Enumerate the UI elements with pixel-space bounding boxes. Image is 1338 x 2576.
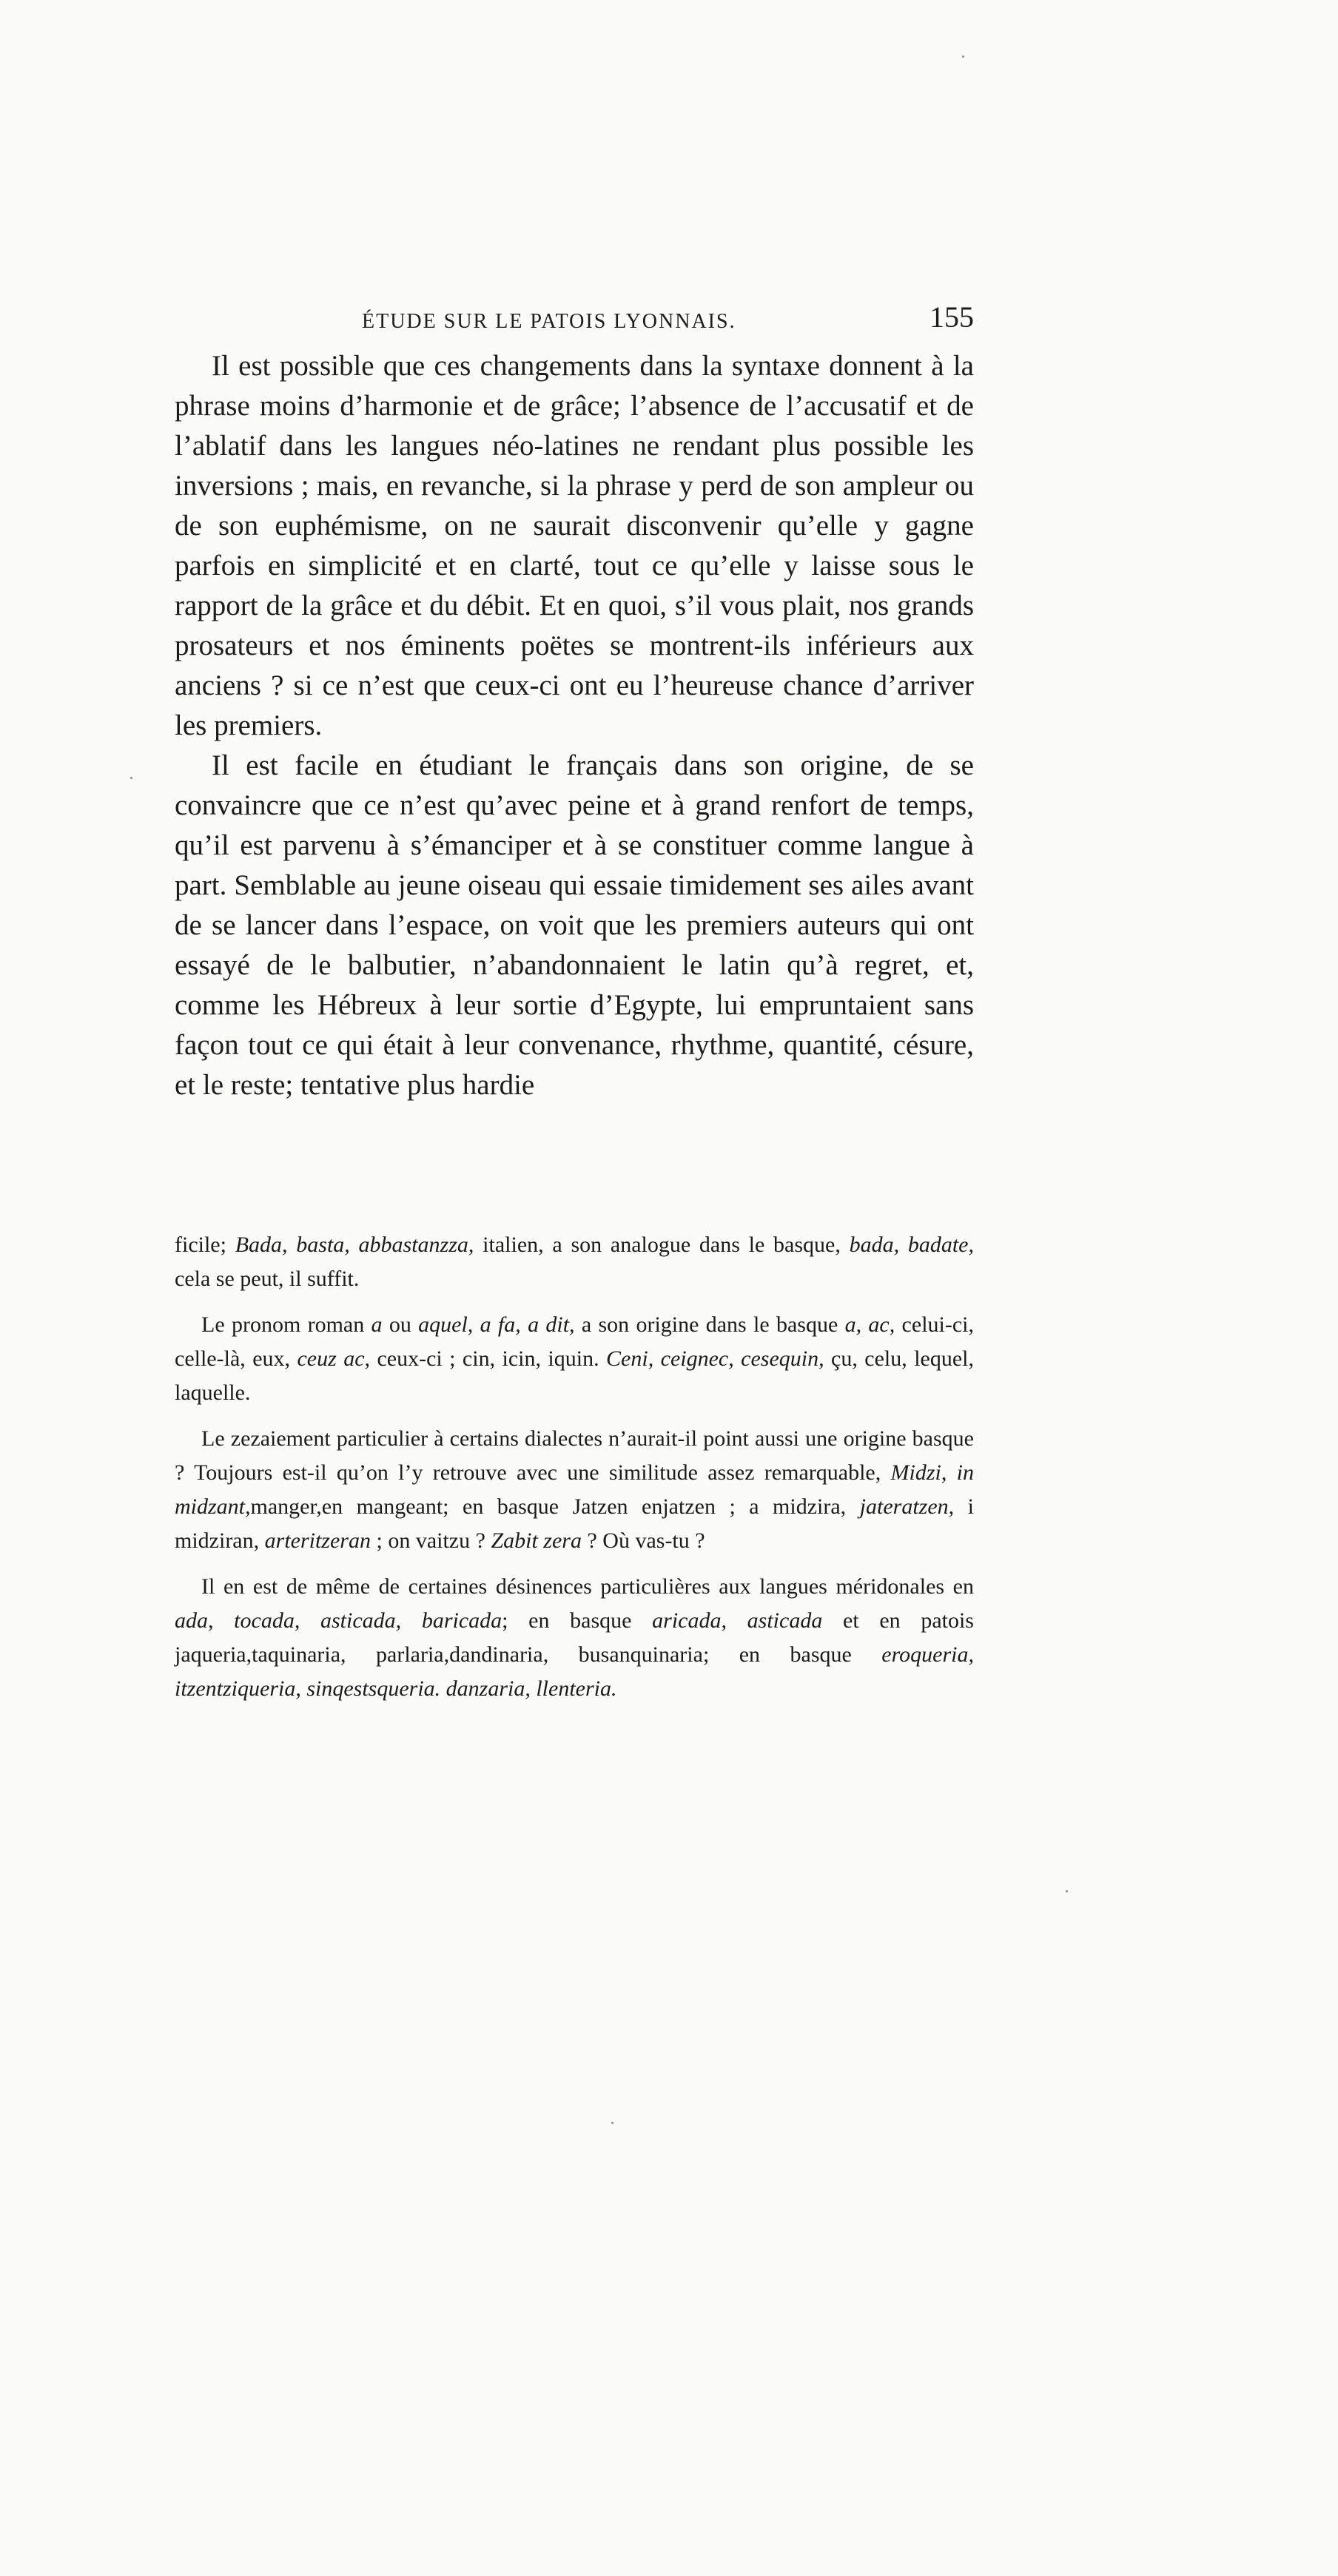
paper-speck: [962, 55, 964, 58]
footnote-italic: aricada, asticada: [652, 1608, 823, 1633]
footnote-text: Il en est de même de certaines désinences particulières aux langues méridonales en: [201, 1574, 974, 1599]
footnote-italic: Ceni, ceignec, cesequin,: [606, 1346, 824, 1371]
footnote-text: italien, a son analogue dans le basque,: [474, 1233, 850, 1257]
footnote-text: celui-ci, celle-là, eux,: [175, 1312, 974, 1371]
footnote-italic: bada, badate,: [849, 1233, 974, 1257]
footnote-text: ? Où vas-tu ?: [581, 1528, 705, 1553]
footnote-text: ; on vaitzu ?: [370, 1528, 491, 1553]
page-number: 155: [929, 300, 974, 334]
footnote-text: i midziran,: [175, 1494, 974, 1553]
footnote-italic: a: [371, 1312, 383, 1337]
footnote-italic: aquel, a fa, a dit,: [418, 1312, 575, 1337]
body-paragraph: Il est facile en étudiant le français dans son origine, de se convaincre que ce n’est qu’avec peine et à grand renfort de temps, qu’il est parvenu à s’émanciper et à se constituer comme langue à part. Semblable au jeune oiseau qui essaie timidement ses ailes avant de se lancer dans l’espace, on voit que les premiers auteurs qui ont essayé de le balbutier, n’abandonnaient le latin qu’à regret, et, comme les Hébreux à leur sortie d’Egypte, lui empruntaient sans façon tout ce qui était à leur convenance, rhythme, quantité, césure, et le reste; tentative plus hardie: [175, 749, 974, 1101]
footnote-italic: ada, tocada, asticada, baricada: [175, 1608, 502, 1633]
footnote: [175, 1308, 974, 1410]
running-title: ÉTUDE SUR LE PATOIS LYONNAIS.: [362, 310, 736, 333]
footnote: [175, 1422, 974, 1558]
footnote-text: Le pronom roman: [201, 1312, 372, 1337]
footnote-italic: jateratzen,: [859, 1494, 955, 1519]
footnotes: [175, 1228, 974, 1718]
footnote-text: et en patois jaqueria,taquinaria, parlaria,dandinaria, busanquinaria; en basque: [175, 1608, 974, 1667]
footnote-text: çu, celu, lequel, laquelle.: [175, 1346, 975, 1405]
footnote-italic: Zabit zera: [491, 1528, 582, 1553]
footnote-italic: Midzi, in midzant,: [175, 1460, 974, 1519]
page-header: [175, 300, 974, 344]
body-paragraph: Il est possible que ces changements dans la syntaxe donnent à la phrase moins d’harmonie et de grâce; l’absence de l’accusatif et de l’ablatif dans les langues néo-latines ne rendant plus possible les inversions ; mais, en revanche, si la phrase y perd de son ampleur ou de son euphémisme, on ne saurait disconvenir qu’elle y gagne parfois en simplicité et en clarté, tout ce qu’elle y laisse sous le rapport de la grâce et du débit. Et en quoi, s’il vous plait, nos grands prosateurs et nos éminents poëtes se montrent-ils inférieurs aux anciens ? si ce n’est que ceux-ci ont eu l’heureuse chance d’arriver les premiers.: [175, 350, 974, 741]
footnote-italic: a, ac,: [844, 1312, 895, 1337]
footnote-italic: Bada, basta, abbastanzza,: [235, 1233, 474, 1257]
footnote-text: ceux-ci ; cin, icin, iquin.: [370, 1346, 607, 1371]
paper-speck: [130, 777, 132, 779]
footnote-text: a son origine dans le basque: [574, 1312, 845, 1337]
main-text: [175, 346, 974, 1105]
footnote-text: ou: [382, 1312, 419, 1337]
footnote-italic: ceuz ac,: [297, 1346, 371, 1371]
paper-speck: [1066, 1890, 1068, 1892]
footnote-text: manger,en mangeant; en basque Jatzen enjatzen ; a midzira,: [250, 1494, 860, 1519]
footnote: [175, 1570, 974, 1706]
footnote-text: ficile;: [175, 1233, 235, 1257]
footnote-text: ; en basque: [502, 1608, 653, 1633]
footnote-continuation: [175, 1228, 974, 1296]
paper-speck: [611, 2122, 613, 2124]
footnote-text: cela se peut, il suffit.: [175, 1267, 360, 1291]
footnote-italic: eroqueria, itzentziqueria, sinqestsqueria. danzaria, llenteria.: [175, 1642, 974, 1701]
footnote-text: Le zezaiement particulier à certains dialectes n’aurait-il point aussi une origine basque ? Toujours est-il qu’on l’y retrouve avec une similitude assez remarquable,: [175, 1426, 974, 1485]
footnote-italic: arteritzeran: [264, 1528, 371, 1553]
